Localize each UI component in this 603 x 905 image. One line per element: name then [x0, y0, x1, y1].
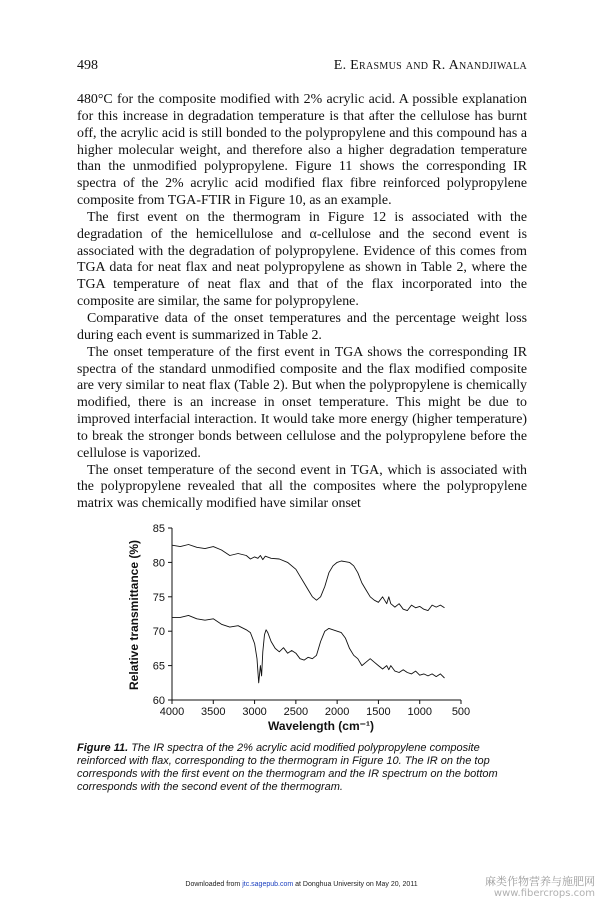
paragraph: The onset temperature of the first event in TGA shows the corresponding IR spectra of the standard unmodified composite and the flax modified composite are very similar to neat flax (Table 2). But when the polypropylene is chemically modified, there is an increase in onset temperature. This might be due to improved interfacial interaction. It would take more energy (higher temperature) to break the stronger bonds between cellulose and the polypropylene before the cellulose is vaporized. — [77, 344, 527, 461]
footer-link[interactable]: jtc.sagepub.com — [242, 881, 294, 888]
footer-prefix: Downloaded from — [185, 881, 243, 888]
y-tick-label: 80 — [152, 557, 165, 570]
x-tick-label: 1000 — [407, 706, 432, 718]
page-number: 498 — [77, 58, 98, 73]
x-axis-label: Wavelength (cm⁻¹) — [268, 719, 374, 733]
x-tick-label: 500 — [451, 706, 471, 718]
ir-spectrum-top-line — [172, 545, 445, 611]
ir-spectrum-bottom-line — [172, 615, 445, 682]
caption-label: Figure 11. — [77, 742, 129, 754]
y-tick-label: 85 — [152, 523, 165, 535]
footer-suffix: at Donghua University on May 20, 2011 — [293, 881, 418, 888]
caption-text: The IR spectra of the 2% acrylic acid modified polypropylene composite reinforced with flax, corresponding to the thermogram in Figure 10. The IR on the top corresponds with the first event on the thermogram and the IR spectrum on the bottom corresponds with the second event of the thermogram. — [77, 742, 498, 793]
x-tick-label: 1500 — [366, 706, 391, 718]
ir-spectra-chart — [120, 518, 480, 740]
x-tick-label: 3500 — [201, 706, 226, 718]
watermark-site-name: 麻类作物营养与施肥网 — [485, 875, 595, 888]
x-tick-label: 3000 — [242, 706, 267, 718]
watermark-url: www.fibercrops.com — [493, 888, 595, 899]
y-tick-label: 65 — [152, 660, 165, 673]
paragraph: 480°C for the composite modified with 2% acrylic acid. A possible explanation for this increase in degradation temperature is that after the cellulose has burnt off, the acrylic acid is still bonded to the polypropylene and this compound has a higher molecular weight, and therefore also a higher degradation temperature than the unmodified polypropylene. Figure 11 shows the corresponding IR spectra of the 2% acrylic acid modified flax fibre reinforced polypropylene composite from TGA-FTIR in Figure 10, as an example. — [77, 92, 527, 209]
y-tick-label: 75 — [152, 591, 165, 604]
y-axis-label: Relative transmittance (%) — [127, 539, 141, 691]
x-tick-label: 2500 — [283, 706, 309, 718]
paragraph: The onset temperature of the second event in TGA, which is associated with the polypropylene revealed that all the composites where the polypropylene matrix was chemically modified have similar onset — [77, 462, 527, 512]
body-text — [77, 92, 527, 513]
x-tick-label: 4000 — [159, 706, 185, 718]
y-tick-label: 60 — [152, 695, 165, 707]
ir-spectra-figure — [120, 518, 480, 740]
figure-caption — [77, 742, 529, 794]
running-head-authors: E. Erasmus and R. Anandjiwala — [333, 58, 527, 73]
paragraph: Comparative data of the onset temperatures and the percentage weight loss during each event is summarized in Table 2. — [77, 310, 527, 343]
y-tick-label: 70 — [152, 626, 165, 639]
x-tick-label: 2000 — [324, 706, 350, 718]
paragraph: The first event on the thermogram in Figure 12 is associated with the degradation of the hemicellulose and α-cellulose and the second event is associated with the degradation of polypropylene. Evidence of this comes from TGA data for neat flax and neat polypropylene as shown in Table 2, where the TGA temperature of neat flax and that of the flax incorporated into the composite are similar, the same for polypropylene. — [77, 209, 527, 310]
